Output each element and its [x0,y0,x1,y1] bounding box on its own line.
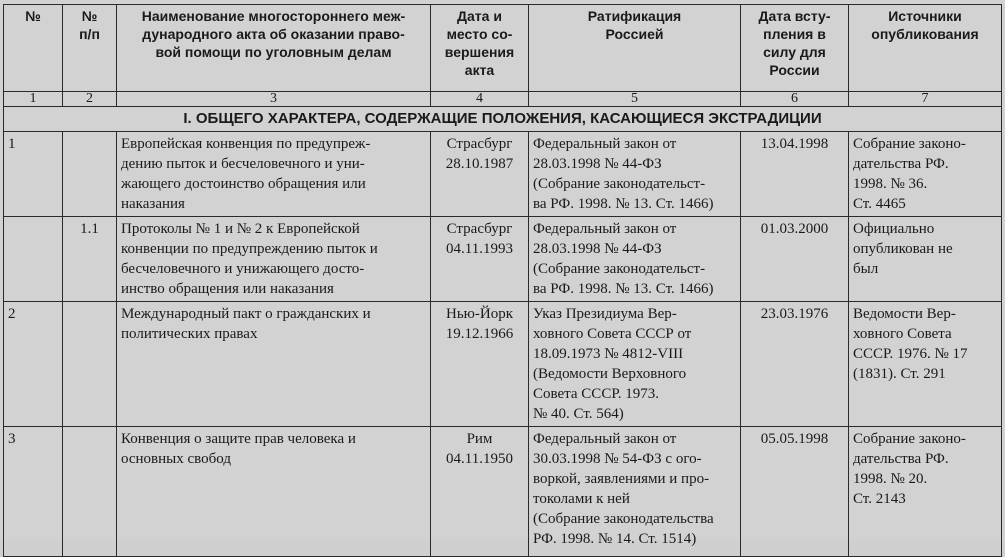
table-row [4,132,1002,217]
entry-into-force: 05.05.1998 [741,427,849,557]
row-number [4,217,63,302]
publication-source: Собрание законо- дательства РФ. 1998. № 20. Ст. 2143 [849,427,1002,557]
column-number: 1 [4,92,63,107]
publication-source: Официально опубликован не был [849,217,1002,302]
entry-into-force: 13.04.1998 [741,132,849,217]
column-number: 3 [117,92,431,107]
ratification: Указ Президиума Вер- ховного Совета СССР от 18.09.1973 № 4812-VIII (Ведомости Верховного Совета СССР. 1973. № 40. Ст. 564) [529,302,741,427]
act-name: Протоколы № 1 и № 2 к Европейской конвенции по предупреждению пыток и бесчеловечного и унижающего досто- инство обращения или наказания [117,217,431,302]
row-number: 3 [4,427,63,557]
table-row [4,217,1002,302]
header-sources: Источники опубликования [849,5,1002,92]
ratification: Федеральный закон от 28.03.1998 № 44-ФЗ (Собрание законодательст- ва РФ. 1998. № 13. Ст. 1466) [529,132,741,217]
row-sub-number: 1.1 [63,217,117,302]
act-name: Международный пакт о гражданских и политических правах [117,302,431,427]
ratification: Федеральный закон от 28.03.1998 № 44-ФЗ (Собрание законодательст- ва РФ. 1998. № 13. Ст. 1466) [529,217,741,302]
header-entry-into-force: Дата всту- пления в силу для России [741,5,849,92]
row-sub-number [63,427,117,557]
column-number: 5 [529,92,741,107]
header-act-name: Наименование многостороннего меж- дународного акта об оказании право- вой помощи по уголовным делам [117,5,431,92]
header-number: № [4,5,63,92]
header-date-place: Дата и место со- вершения акта [431,5,529,92]
entry-into-force: 01.03.2000 [741,217,849,302]
header-row [4,5,1002,92]
row-number: 2 [4,302,63,427]
entry-into-force: 23.03.1976 [741,302,849,427]
ratification: Федеральный закон от 30.03.1998 № 54-ФЗ с ого- воркой, заявлениями и про- токолами к ней (Собрание законодательства РФ. 1998. № 14. Ст. 1514) [529,427,741,557]
column-number: 6 [741,92,849,107]
publication-source: Ведомости Вер- ховного Совета СССР. 1976. № 17 (1831). Ст. 291 [849,302,1002,427]
date-place: Страсбург 04.11.1993 [431,217,529,302]
row-sub-number [63,302,117,427]
section-title: I. ОБЩЕГО ХАРАКТЕРА, СОДЕРЖАЩИЕ ПОЛОЖЕНИЯ, КАСАЮЩИЕСЯ ЭКСТРАДИЦИИ [4,107,1002,132]
column-number: 7 [849,92,1002,107]
date-place: Страсбург 28.10.1987 [431,132,529,217]
date-place: Нью-Йорк 19.12.1966 [431,302,529,427]
row-sub-number [63,132,117,217]
header-sub-number: № п/п [63,5,117,92]
column-number: 2 [63,92,117,107]
table-row [4,427,1002,557]
table-row [4,302,1002,427]
act-name: Европейская конвенция по предупреж- дению пыток и бесчеловечного и уни- жающего достоинство обращения или наказания [117,132,431,217]
publication-source: Собрание законо- дательства РФ. 1998. № 36. Ст. 4465 [849,132,1002,217]
header-ratification: Ратификация Россией [529,5,741,92]
column-number: 4 [431,92,529,107]
treaties-table [3,4,1002,557]
act-name: Конвенция о защите прав человека и основных свобод [117,427,431,557]
row-number: 1 [4,132,63,217]
section-row [4,107,1002,132]
column-number-row [4,92,1002,107]
date-place: Рим 04.11.1950 [431,427,529,557]
